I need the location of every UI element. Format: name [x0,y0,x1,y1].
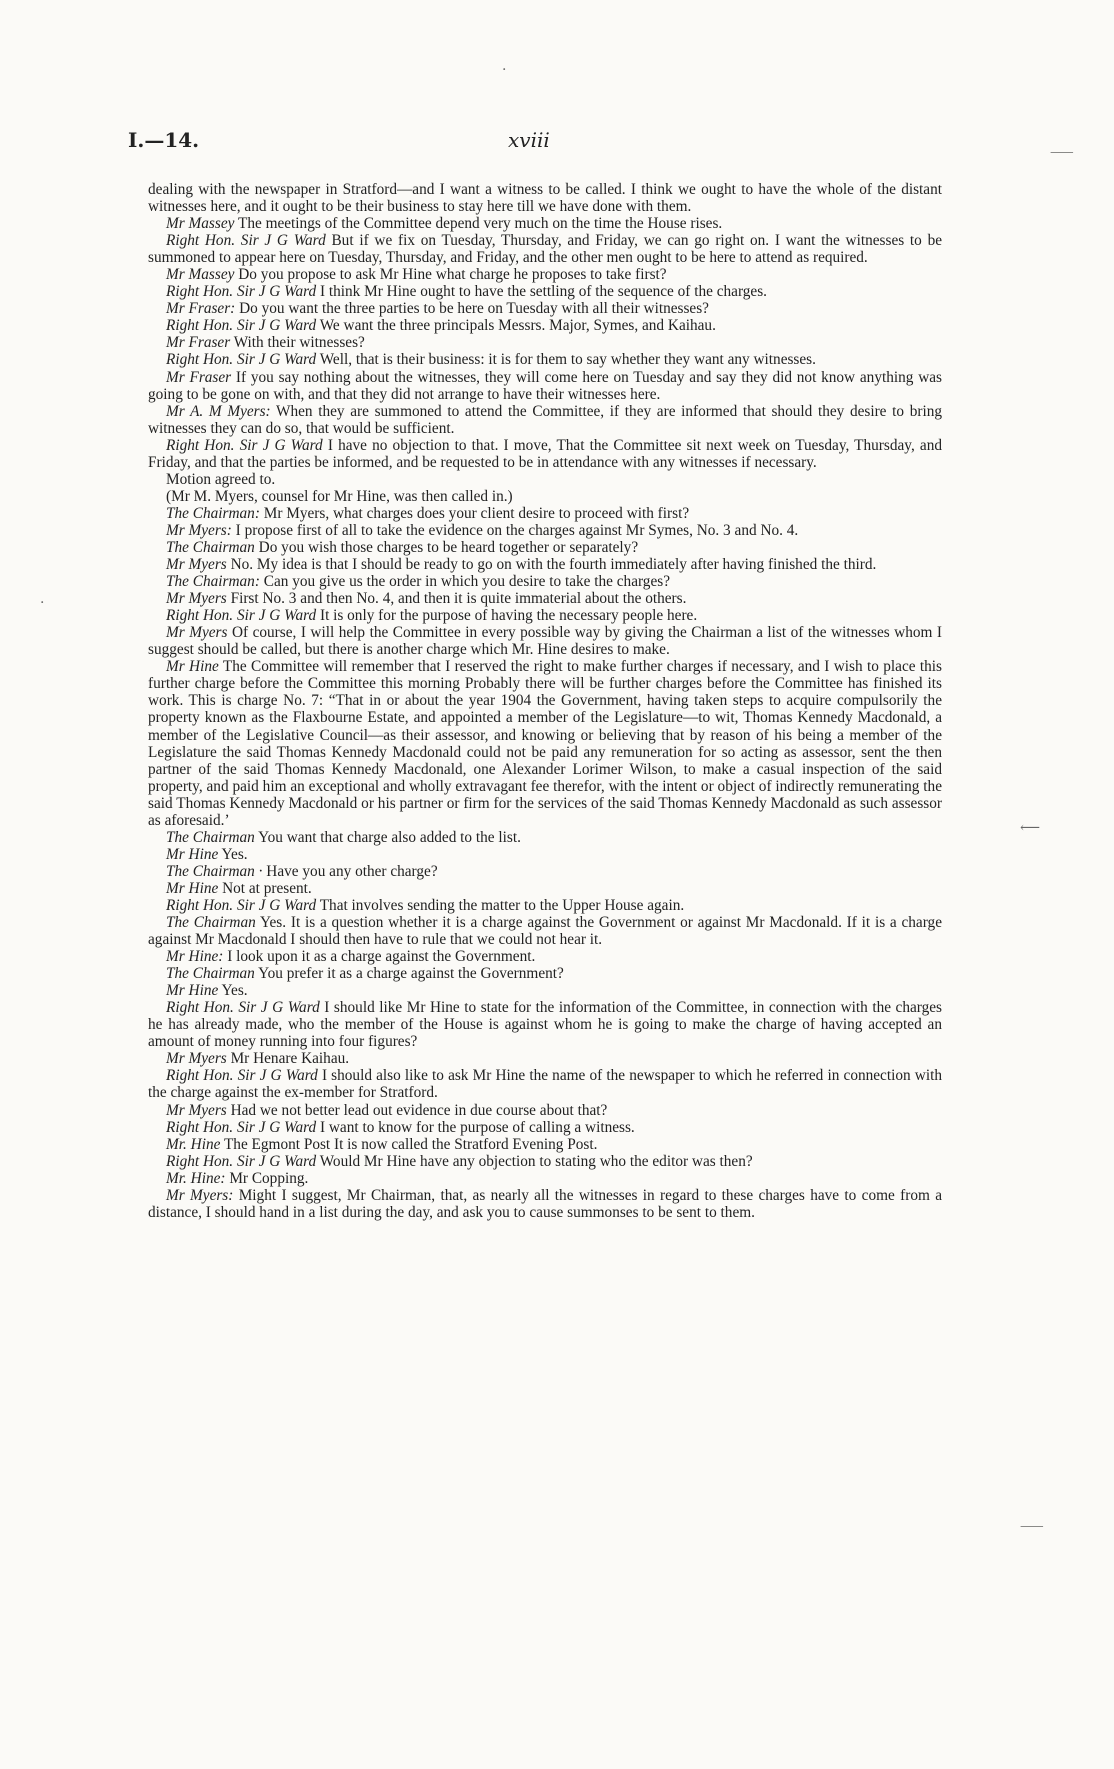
speaker-name: Right Hon. Sir J G Ward [166,896,317,914]
paragraph-text: dealing with the newspaper in Stratford—and I want a witness to be called. I think we ought to have the whole of the distant witnesses here, and it ought to be their business to stay here till we have done with them. [148,181,942,216]
speaker-name: Mr Fraser [166,368,232,386]
paragraph [148,369,942,403]
speaker-name: Mr Myers [166,556,227,574]
paragraph [148,914,942,948]
paragraph [148,846,942,863]
paragraph [148,607,942,624]
paragraph [148,300,942,317]
paragraph-text: The Egmont Post It is now called the Stratford Evening Post. [223,1135,598,1153]
paragraph-text: I have no objection to that. I move, That the Committee sit next week on Tuesday, Thursday, and Friday, and that the parties be informed, and be requested to be in attendance with any witnesses if necessary. [148,436,942,471]
paragraph [148,982,942,999]
paragraph [148,232,942,266]
speaker-name: Mr Hine [166,845,219,863]
paragraph-text: Do you wish those charges to be heard together or separately? [258,538,639,556]
document-reference: I.—14. [128,128,200,152]
paragraph [148,1102,942,1119]
paragraph-text: I think Mr Hine ought to have the settling of the sequence of the charges. [319,283,767,301]
speaker-name: The Chairman [166,965,255,983]
paragraph [148,437,942,471]
paragraph-text: You prefer it as a charge against the Government? [258,965,564,983]
speaker-name: Mr Massey [166,215,235,233]
paragraph-text: Do you propose to ask Mr Hine what charge he proposes to take first? [238,266,667,284]
speaker-name: Right Hon. Sir J G Ward [166,232,326,250]
paragraph-text: Mr Henare Kaihau. [230,1050,350,1068]
speaker-name: Right Hon. Sir J G Ward [166,317,317,335]
speaker-name: Right Hon. Sir J G Ward [166,436,323,454]
paragraph-text: Would Mr Hine have any objection to stating who the editor was then? [319,1152,753,1170]
paragraph [148,317,942,334]
speaker-name: Mr Fraser [166,334,231,352]
speaker-name: Right Hon. Sir J G Ward [166,283,317,301]
speaker-name: Mr Myers: [166,1186,234,1204]
speaker-name: The Chairman: [166,504,260,522]
paragraph [148,471,942,488]
paragraph [148,266,942,283]
page-header [128,128,994,156]
paragraph-text: I should also like to ask Mr Hine the name of the newspaper to which he referred in connection with the charge against the ex-member for Stratford. [148,1067,942,1102]
paragraph [148,948,942,965]
paragraph-text: With their witnesses? [233,334,365,352]
speaker-name: The Chairman [166,538,255,556]
speaker-name: Mr Myers [166,1050,227,1068]
paragraph-text: Mr Copping. [229,1169,309,1187]
paragraph [148,334,942,351]
speaker-name: The Chairman [166,828,255,846]
paragraph [148,283,942,300]
paragraph-text: You want that charge also added to the list. [258,828,521,846]
paragraph-text: That involves sending the matter to the Upper House again. [319,896,685,914]
paragraph [148,403,942,437]
paragraph-text: First No. 3 and then No. 4, and then it is quite immaterial about the others. [230,590,687,608]
paragraph [148,965,942,982]
speaker-name: Mr Myers [166,590,227,608]
paragraph-text: Can you give us the order in which you desire to take the charges? [263,573,670,591]
paragraph-text: It is only for the purpose of having the necessary people here. [319,607,698,625]
margin-dot: · [40,595,45,611]
speaker-name: Mr Fraser: [166,300,236,318]
margin-scribble: ⸺ [1050,144,1074,160]
paragraph-text: I want to know for the purpose of calling a witness. [319,1118,635,1136]
paragraph [148,829,942,846]
paragraph [148,556,942,573]
speaker-name: The Chairman · [166,862,263,880]
speaker-name: Mr A. M Myers: [166,402,271,420]
paragraph-text: Of course, I will help the Committee in every possible way by giving the Chairman a list of the witnesses whom I suggest should be called, but there is another charge which Mr. Hine desires to make. [148,624,943,659]
speaker-name: Right Hon. Sir J G Ward [166,999,320,1017]
paragraph-text: I look upon it as a charge against the Government. [227,948,536,966]
paragraph-text: Might I suggest, Mr Chairman, that, as nearly all the witnesses in regard to these charges have to come from a distance, I should hand in a list during the day, and ask you to cause summonses to be sent to them. [148,1186,942,1221]
speaker-name: Mr Hine [166,658,219,676]
paragraph [148,1050,942,1067]
paragraph [148,624,942,658]
paragraph-text: I propose first of all to take the evidence on the charges against Mr Symes, No. 3 and No. 4. [235,521,799,539]
speaker-name: The Chairman [166,914,256,932]
paragraph-text: Not at present. [222,879,312,897]
speaker-name: Mr Hine [166,879,219,897]
paragraph [148,1170,942,1187]
paragraph [148,181,942,215]
speaker-name: Mr. Hine [166,1135,221,1153]
paragraph-text: Yes. [221,982,248,1000]
paragraph [148,1119,942,1136]
speaker-name: The Chairman: [166,573,260,591]
paragraph-text: Yes. [221,845,248,863]
paragraph [148,1067,942,1101]
margin-dot: · [502,62,507,78]
paragraph-text: The meetings of the Committee depend very much on the time the House rises. [237,215,723,233]
paragraph [148,215,942,232]
speaker-name: Mr Myers: [166,521,232,539]
paragraph [148,897,942,914]
paragraph-text: Well, that is their business: it is for them to say whether they want any witnesses. [319,351,816,369]
speaker-name: Right Hon. Sir J G Ward [166,1152,317,1170]
speaker-name: Right Hon. Sir J G Ward [166,1067,318,1085]
margin-arrow: ⟵ [1020,820,1041,836]
speaker-name: Mr Hine [166,982,219,1000]
speaker-name: Mr Hine: [166,948,224,966]
paragraph-text: (Mr M. Myers, counsel for Mr Hine, was then called in.) [166,487,513,505]
speaker-name: Mr Myers [166,1101,227,1119]
page-number: xviii [508,128,550,152]
paragraph-text: Motion agreed to. [166,470,276,488]
paragraph-text: No. My idea is that I should be ready to go on with the fourth immediately after having finished the third. [230,556,877,574]
paragraph [148,590,942,607]
speaker-name: Right Hon. Sir J G Ward [166,351,317,369]
paragraph-text: When they are summoned to attend the Committee, if they are informed that should they desire to bring witnesses they can do so, that would be sufficient. [148,402,942,437]
paragraph-text: Mr Myers, what charges does your client desire to proceed with first? [263,504,690,522]
paragraph-text: Have you any other charge? [266,862,438,880]
speaker-name: Mr Massey [166,266,235,284]
speaker-name: Mr Myers [166,624,228,642]
paragraph-text: Yes. It is a question whether it is a charge against the Government or against Mr Macdonald. If it is a charge against Mr Macdonald I should then have to rule that we could not hear it. [148,914,942,949]
paragraph [148,488,942,505]
paragraph [148,505,942,522]
paragraph [148,658,942,828]
paragraph [148,573,942,590]
paragraph [148,880,942,897]
speaker-name: Right Hon. Sir J G Ward [166,607,317,625]
speaker-name: Mr. Hine: [166,1169,226,1187]
paragraph [148,863,942,880]
paragraph-text: But if we fix on Tuesday, Thursday, and Friday, we can go right on. I want the witnesses to be summoned to appear here on Tuesday, Thursday, and Friday, and the other men ought to be here to attend as required. [148,232,943,267]
paragraph-text: We want the three principals Messrs. Major, Symes, and Kaihau. [319,317,716,335]
margin-scribble: ⸺ [1020,1518,1044,1534]
paragraph [148,351,942,368]
minutes-body [148,181,942,1221]
paragraph-text: Do you want the three parties to be here on Tuesday with all their witnesses? [239,300,709,318]
paragraph [148,999,942,1050]
paragraph-text: If you say nothing about the witnesses, they will come here on Tuesday and say they did not know anything was going to be gone on with, and that they did not arrange to have their witnesses here. [148,368,942,403]
paragraph-text: Had we not better lead out evidence in due course about that? [230,1101,608,1119]
paragraph [148,539,942,556]
paragraph [148,1136,942,1153]
paragraph [148,522,942,539]
paragraph [148,1187,942,1221]
paragraph [148,1153,942,1170]
paragraph-text: The Committee will remember that I reserved the right to make further charges if necessary, and I wish to place this further charge before the Committee this morning Probably there will be further charges before the Committee has finished its work. This is charge No. 7: “That in or about the year 1904 the Government, having taken steps to acquire compulsorily the property known as the Flaxbourne Estate, and appointed a member of the Legislature—to wit, Thomas Kennedy Macdonald, a member of the Legislative Council—as their assessor, and knowing or believing that by reason of his being a member of the Legislature the said Thomas Kennedy Macdonald could not be paid any remuneration for so acting as assessor, sent the then partner of the said Thomas Kennedy Macdonald, one Alexander Lorimer Wilson, to make a casual inspection of the said property, and paid him an exceptional and wholly extravagant fee therefor, with the intent or object of indirectly remunerating the said Thomas Kennedy Macdonald or his partner or firm for the services of the said Thomas Kennedy Macdonald as such assessor as aforesaid.’ [148,658,942,829]
paragraph-text: I should like Mr Hine to state for the information of the Committee, in connection with the charges he has already made, who the member of the House is against whom he is going to make the charge of having accepted an amount of money running into four figures? [148,999,942,1051]
speaker-name: Right Hon. Sir J G Ward [166,1118,317,1136]
